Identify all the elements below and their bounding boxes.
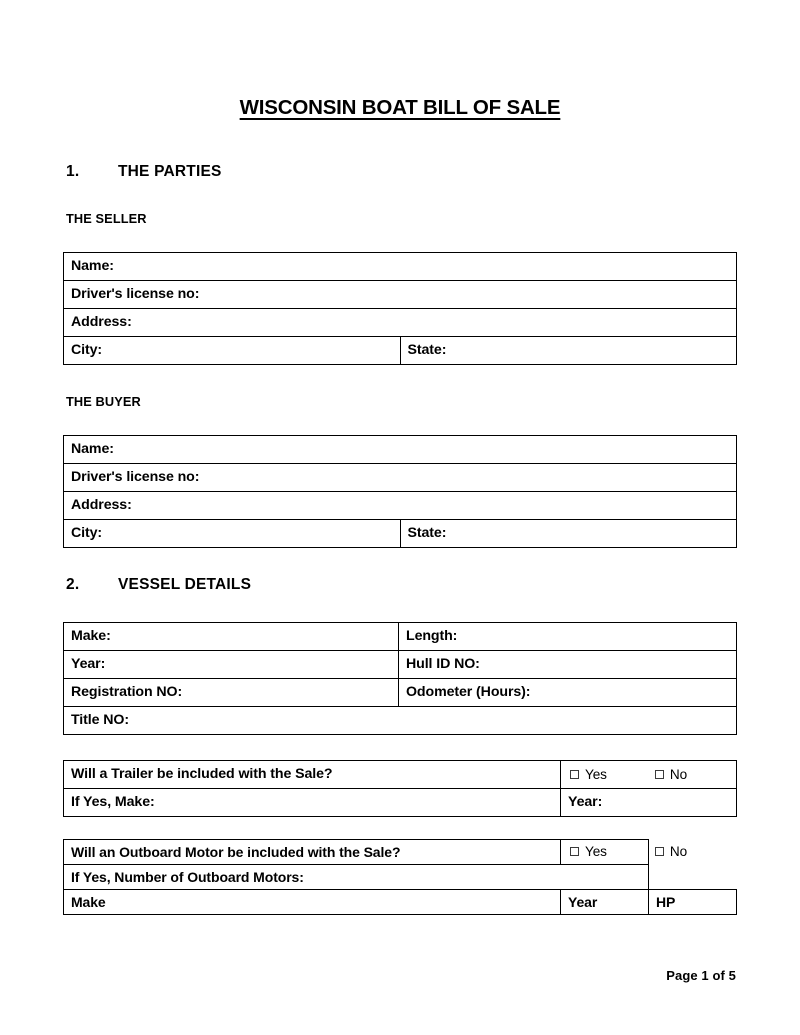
seller-license-cell[interactable]: Driver's license no: bbox=[64, 281, 737, 309]
checkbox-icon[interactable] bbox=[570, 847, 579, 856]
table-row bbox=[64, 840, 737, 865]
outboard-no-label: No bbox=[669, 844, 688, 860]
buyer-city-cell[interactable]: City: bbox=[64, 520, 401, 548]
trailer-make-cell[interactable]: If Yes, Make: bbox=[64, 789, 561, 817]
trailer-yesno-cell bbox=[561, 761, 737, 789]
outboard-motor-table bbox=[63, 839, 737, 915]
vessel-make-cell[interactable]: Make: bbox=[64, 623, 399, 651]
outboard-col-year[interactable]: Year bbox=[561, 890, 649, 915]
trailer-no-option[interactable] bbox=[655, 767, 687, 783]
buyer-address-cell[interactable]: Address: bbox=[64, 492, 737, 520]
outboard-question-cell: Will an Outboard Motor be included with the Sale? bbox=[64, 840, 561, 865]
section-label-vessel: VESSEL DETAILS bbox=[118, 576, 252, 593]
buyer-table bbox=[63, 435, 737, 548]
page-footer: Page 1 of 5 bbox=[666, 968, 736, 983]
subheading-seller: THE SELLER bbox=[66, 211, 147, 226]
outboard-col-make[interactable]: Make bbox=[64, 890, 561, 915]
checkbox-icon[interactable] bbox=[655, 770, 664, 779]
table-row bbox=[64, 789, 737, 817]
table-row bbox=[64, 707, 737, 735]
outboard-col-hp[interactable]: HP bbox=[649, 890, 737, 915]
table-row bbox=[64, 309, 737, 337]
section-label-parties: THE PARTIES bbox=[118, 163, 222, 180]
vessel-length-cell[interactable]: Length: bbox=[399, 623, 737, 651]
trailer-yes-option[interactable] bbox=[570, 767, 607, 783]
table-row bbox=[64, 520, 737, 548]
buyer-name-cell[interactable]: Name: bbox=[64, 436, 737, 464]
table-row bbox=[64, 436, 737, 464]
checkbox-icon[interactable] bbox=[655, 847, 664, 856]
section-heading-vessel bbox=[66, 576, 251, 594]
vessel-registration-cell[interactable]: Registration NO: bbox=[64, 679, 399, 707]
trailer-no-label: No bbox=[669, 766, 688, 782]
table-row bbox=[64, 679, 737, 707]
vessel-title-no-cell[interactable]: Title NO: bbox=[64, 707, 737, 735]
seller-address-cell[interactable]: Address: bbox=[64, 309, 737, 337]
seller-city-cell[interactable]: City: bbox=[64, 337, 401, 365]
table-row bbox=[64, 761, 737, 789]
table-row bbox=[64, 337, 737, 365]
section-number-1: 1. bbox=[66, 163, 80, 180]
table-row bbox=[64, 492, 737, 520]
table-row bbox=[64, 253, 737, 281]
vessel-odometer-cell[interactable]: Odometer (Hours): bbox=[399, 679, 737, 707]
section-heading-parties bbox=[66, 163, 222, 181]
outboard-yes-option[interactable] bbox=[570, 844, 607, 860]
section-number-2: 2. bbox=[66, 576, 80, 593]
trailer-table bbox=[63, 760, 737, 817]
seller-name-cell[interactable]: Name: bbox=[64, 253, 737, 281]
vessel-hull-id-cell[interactable]: Hull ID NO: bbox=[399, 651, 737, 679]
outboard-yesno-cell bbox=[561, 840, 688, 865]
table-row bbox=[64, 865, 737, 890]
trailer-yes-label: Yes bbox=[585, 766, 607, 782]
table-row bbox=[64, 464, 737, 492]
vessel-year-cell[interactable]: Year: bbox=[64, 651, 399, 679]
seller-state-cell[interactable]: State: bbox=[400, 337, 737, 365]
checkbox-icon[interactable] bbox=[570, 770, 579, 779]
buyer-license-cell[interactable]: Driver's license no: bbox=[64, 464, 737, 492]
seller-table bbox=[63, 252, 737, 365]
table-row bbox=[64, 890, 737, 915]
trailer-question-cell: Will a Trailer be included with the Sale? bbox=[64, 761, 561, 789]
table-row bbox=[64, 281, 737, 309]
buyer-state-cell[interactable]: State: bbox=[400, 520, 737, 548]
table-row bbox=[64, 651, 737, 679]
page-title: WISCONSIN BOAT BILL OF SALE bbox=[239, 96, 561, 119]
outboard-yes-label: Yes bbox=[585, 844, 607, 860]
vessel-details-table bbox=[63, 622, 737, 735]
trailer-year-cell[interactable]: Year: bbox=[561, 789, 737, 817]
outboard-no-option[interactable] bbox=[655, 844, 687, 860]
table-row bbox=[64, 623, 737, 651]
subheading-buyer: THE BUYER bbox=[66, 394, 141, 409]
outboard-count-cell[interactable]: If Yes, Number of Outboard Motors: bbox=[64, 865, 649, 890]
